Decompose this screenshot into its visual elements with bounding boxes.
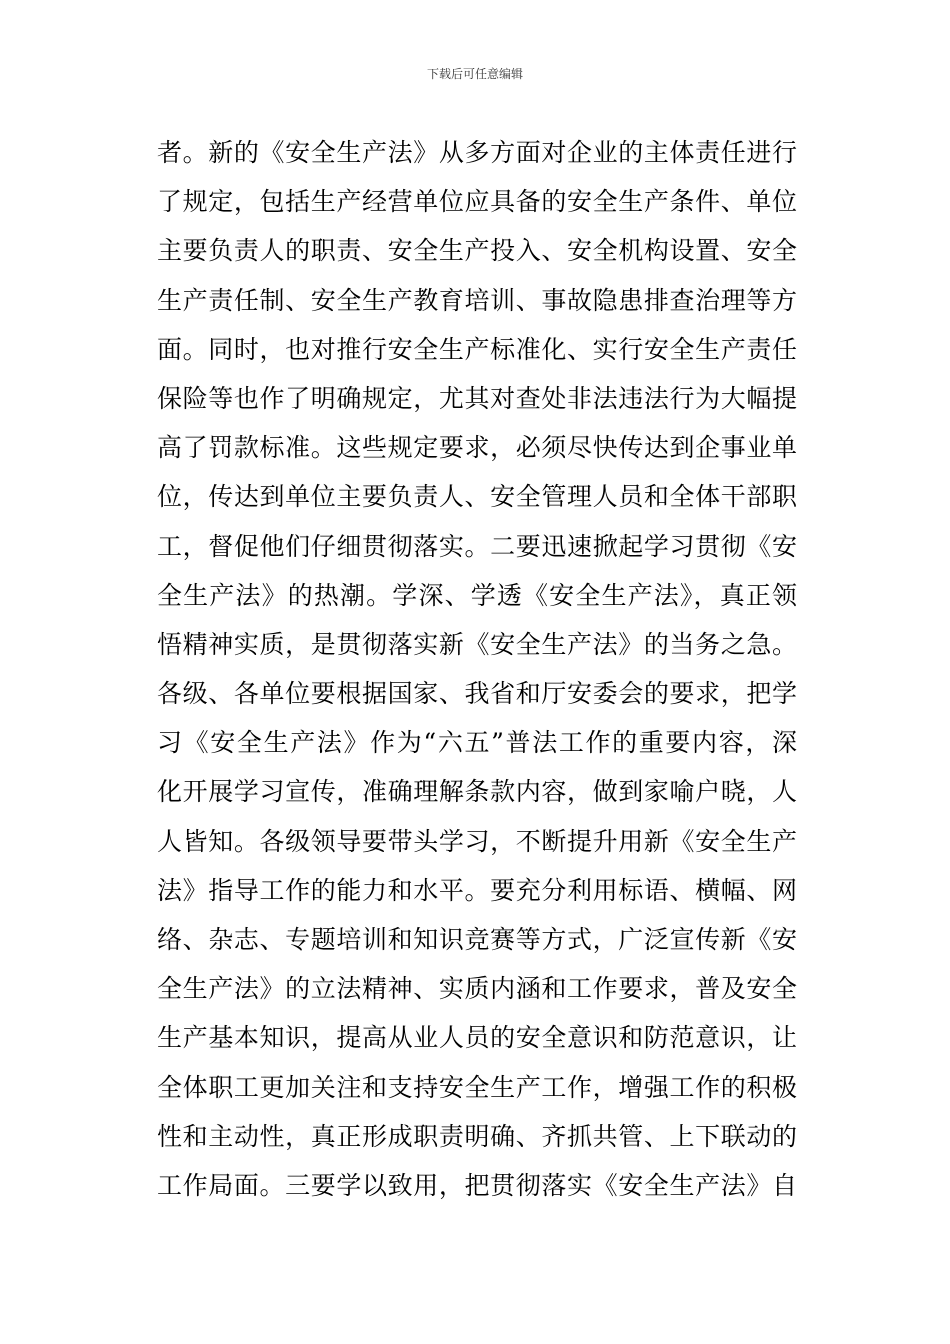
text-line: 保险等也作了明确规定，尤其对查处非法违法行为大幅提 (157, 383, 797, 413)
text-line: 全生产法》的热潮。学深、学透《安全生产法》，真正领 (157, 580, 797, 610)
text-line: 工，督促他们仔细贯彻落实。二要迅速掀起学习贯彻《安 (157, 531, 797, 561)
text-line: 各级、各单位要根据国家、我省和厅安委会的要求，把学 (157, 679, 797, 709)
text-line: 者。新的《安全生产法》从多方面对企业的主体责任进行 (157, 138, 797, 167)
text-line: 生产基本知识，提高从业人员的安全意识和防范意识，让 (157, 1023, 797, 1053)
text-line: 性和主动性，真正形成职责明确、齐抓共管、上下联动的 (157, 1121, 797, 1151)
text-line: 面。同时，也对推行安全生产标准化、实行安全生产责任 (157, 334, 797, 364)
text-line: 工作局面。三要学以致用，把贯彻落实《安全生产法》自 (157, 1170, 797, 1200)
text-line: 全生产法》的立法精神、实质内涵和工作要求，普及安全 (157, 974, 797, 1004)
text-line: 生产责任制、安全生产教育培训、事故隐患排查治理等方 (157, 285, 797, 315)
text-line: 主要负责人的职责、安全生产投入、安全机构设置、安全 (157, 236, 797, 266)
page-header: 下载后可任意编辑 (426, 67, 523, 81)
body-paragraph (157, 128, 797, 1210)
text-line: 人皆知。各级领导要带头学习，不断提升用新《安全生产 (157, 826, 797, 856)
text-line: 位，传达到单位主要负责人、安全管理人员和全体干部职 (157, 482, 797, 512)
text-line: 高了罚款标准。这些规定要求，必须尽快传达到企事业单 (157, 433, 797, 463)
text-line: 习《安全生产法》作为“六五”普法工作的重要内容，深 (157, 728, 797, 758)
text-line: 悟精神实质，是贯彻落实新《安全生产法》的当务之急。 (157, 629, 797, 659)
text-line: 络、杂志、专题培训和知识竞赛等方式，广泛宣传新《安 (157, 925, 797, 954)
text-line: 了规定，包括生产经营单位应具备的安全生产条件、单位 (157, 187, 797, 217)
text-line: 法》指导工作的能力和水平。要充分利用标语、横幅、网 (157, 875, 797, 905)
text-line: 全体职工更加关注和支持安全生产工作，增强工作的积极 (157, 1072, 797, 1102)
text-line: 化开展学习宣传，准确理解条款内容，做到家喻户晓，人 (157, 777, 797, 807)
